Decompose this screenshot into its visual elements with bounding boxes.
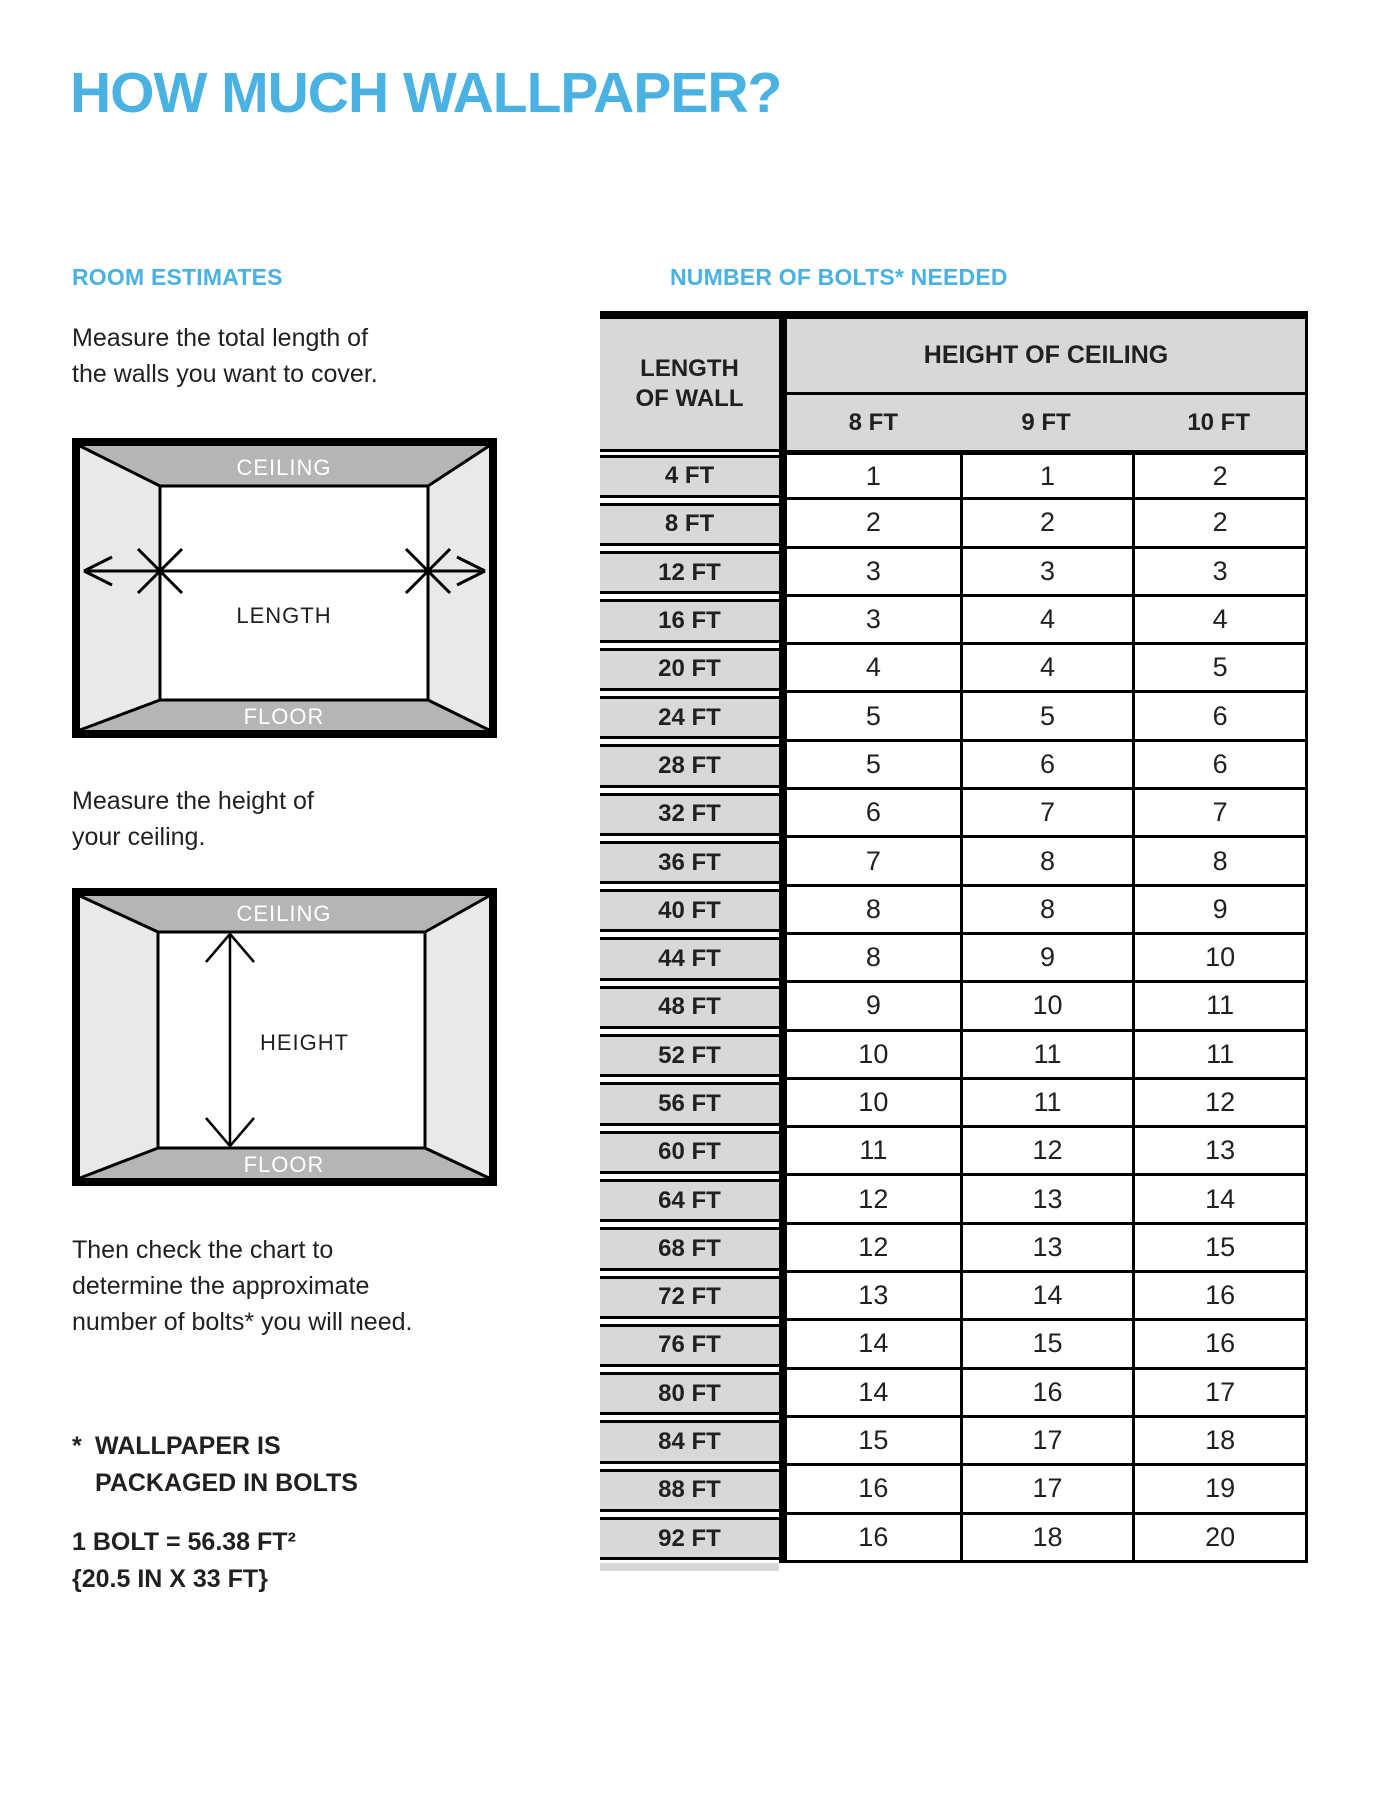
column-header-9ft: 9 FT xyxy=(1021,408,1071,436)
instruction-measure-length xyxy=(72,320,378,392)
cell-bolts-9ft: 13 xyxy=(960,1225,1133,1273)
table-divider xyxy=(779,452,787,500)
table-divider xyxy=(779,597,787,645)
column-header-length-of-wall: LENGTH OF WALL xyxy=(600,319,779,452)
cell-bolts-8ft: 5 xyxy=(787,742,960,790)
cell-bolts-10ft: 18 xyxy=(1132,1418,1305,1466)
room-height-diagram xyxy=(72,888,497,1186)
cell-bolts-9ft: 8 xyxy=(960,838,1133,886)
cell-bolts-9ft: 5 xyxy=(960,693,1133,741)
cell-bolts-9ft: 12 xyxy=(960,1128,1133,1176)
instruction-line: Measure the height of xyxy=(72,787,314,815)
cell-bolts-10ft: 20 xyxy=(1132,1515,1305,1563)
bolt-spec-line: {20.5 IN X 33 FT} xyxy=(72,1565,268,1593)
table-row-label: 84 FT xyxy=(600,1418,779,1466)
instruction-line: Then check the chart to xyxy=(72,1236,334,1264)
right-wall xyxy=(425,896,489,1178)
table-row-label: 32 FT xyxy=(600,790,779,838)
cell-bolts-8ft: 14 xyxy=(787,1321,960,1369)
cell-bolts-9ft: 18 xyxy=(960,1515,1133,1563)
table-row-label: 72 FT xyxy=(600,1273,779,1321)
cell-bolts-8ft: 12 xyxy=(787,1225,960,1273)
footnote-text: WALLPAPER IS xyxy=(95,1432,281,1460)
cell-bolts-10ft: 3 xyxy=(1132,549,1305,597)
table-row-label: 24 FT xyxy=(600,693,779,741)
column-group-header-height-of-ceiling: HEIGHT OF CEILING xyxy=(787,319,1305,395)
table-row-label: 80 FT xyxy=(600,1370,779,1418)
room-estimates-heading: ROOM ESTIMATES xyxy=(72,264,283,290)
table-row-label: 12 FT xyxy=(600,549,779,597)
table-divider xyxy=(779,887,787,935)
back-wall xyxy=(160,486,428,700)
cell-bolts-9ft: 4 xyxy=(960,597,1133,645)
cell-bolts-9ft: 9 xyxy=(960,935,1133,983)
table-row-label: 16 FT xyxy=(600,597,779,645)
cell-bolts-9ft: 3 xyxy=(960,549,1133,597)
table-divider xyxy=(779,549,787,597)
table-divider xyxy=(779,693,787,741)
cell-bolts-8ft: 7 xyxy=(787,838,960,886)
table-row-label: 28 FT xyxy=(600,742,779,790)
right-wall xyxy=(425,446,489,730)
table-row-label: 52 FT xyxy=(600,1032,779,1080)
cell-bolts-10ft: 4 xyxy=(1132,597,1305,645)
table-divider xyxy=(779,319,787,452)
cell-bolts-8ft: 14 xyxy=(787,1370,960,1418)
table-divider xyxy=(779,935,787,983)
cell-bolts-10ft: 8 xyxy=(1132,838,1305,886)
cell-bolts-10ft: 16 xyxy=(1132,1273,1305,1321)
cell-bolts-9ft: 16 xyxy=(960,1370,1133,1418)
cell-bolts-9ft: 8 xyxy=(960,887,1133,935)
table-row-label: 68 FT xyxy=(600,1225,779,1273)
cell-bolts-8ft: 15 xyxy=(787,1418,960,1466)
table-divider xyxy=(779,1466,787,1514)
instruction-line: the walls you want to cover. xyxy=(72,360,378,388)
column-header-10ft: 10 FT xyxy=(1187,408,1250,436)
bolts-needed-heading: NUMBER OF BOLTS* NEEDED xyxy=(670,264,1008,290)
table-divider xyxy=(779,1080,787,1128)
cell-bolts-9ft: 7 xyxy=(960,790,1133,838)
ceiling-label: CEILING xyxy=(236,901,332,926)
cell-bolts-8ft: 3 xyxy=(787,549,960,597)
table-divider xyxy=(779,790,787,838)
cell-bolts-9ft: 17 xyxy=(960,1418,1133,1466)
footnote-text: PACKAGED IN BOLTS xyxy=(95,1469,358,1497)
instruction-line: determine the approximate xyxy=(72,1272,370,1300)
table-row-label: 40 FT xyxy=(600,887,779,935)
table-row-label: 76 FT xyxy=(600,1321,779,1369)
cell-bolts-10ft: 2 xyxy=(1132,452,1305,500)
cell-bolts-10ft: 6 xyxy=(1132,693,1305,741)
cell-bolts-10ft: 13 xyxy=(1132,1128,1305,1176)
table-divider xyxy=(779,1273,787,1321)
cell-bolts-10ft: 11 xyxy=(1132,983,1305,1031)
cell-bolts-10ft: 6 xyxy=(1132,742,1305,790)
table-divider xyxy=(779,500,787,548)
cell-bolts-10ft: 16 xyxy=(1132,1321,1305,1369)
cell-bolts-8ft: 9 xyxy=(787,983,960,1031)
table-body xyxy=(600,452,1305,1563)
table-row-label: 20 FT xyxy=(600,645,779,693)
cell-bolts-8ft: 10 xyxy=(787,1032,960,1080)
page-title: HOW MUCH WALLPAPER? xyxy=(70,61,782,125)
cell-bolts-10ft: 11 xyxy=(1132,1032,1305,1080)
column-header-8ft: 8 FT xyxy=(848,408,898,436)
cell-bolts-8ft: 11 xyxy=(787,1128,960,1176)
table-row-label: 92 FT xyxy=(600,1515,779,1563)
cell-bolts-10ft: 10 xyxy=(1132,935,1305,983)
cell-bolts-10ft: 15 xyxy=(1132,1225,1305,1273)
table-divider xyxy=(779,645,787,693)
bolt-spec-line: 1 BOLT = 56.38 FT² xyxy=(72,1528,296,1556)
cell-bolts-9ft: 15 xyxy=(960,1321,1133,1369)
cell-bolts-9ft: 11 xyxy=(960,1080,1133,1128)
wallpaper-bolts-footnote xyxy=(72,1428,358,1502)
instruction-line: number of bolts* you will need. xyxy=(72,1308,413,1336)
table-row-label: 56 FT xyxy=(600,1080,779,1128)
table-divider xyxy=(779,1321,787,1369)
sub-header-row xyxy=(787,395,1305,452)
table-divider xyxy=(779,983,787,1031)
cell-bolts-10ft: 14 xyxy=(1132,1176,1305,1224)
table-divider xyxy=(779,1418,787,1466)
cell-bolts-9ft: 2 xyxy=(960,500,1133,548)
table-divider xyxy=(779,1225,787,1273)
table-divider xyxy=(779,1176,787,1224)
cell-bolts-8ft: 6 xyxy=(787,790,960,838)
cell-bolts-8ft: 10 xyxy=(787,1080,960,1128)
cell-bolts-10ft: 9 xyxy=(1132,887,1305,935)
table-top-border xyxy=(600,311,1305,319)
cell-bolts-10ft: 7 xyxy=(1132,790,1305,838)
cell-bolts-8ft: 16 xyxy=(787,1515,960,1563)
table-row-label: 88 FT xyxy=(600,1466,779,1514)
room-length-diagram xyxy=(72,438,497,738)
cell-bolts-9ft: 13 xyxy=(960,1176,1133,1224)
cell-bolts-9ft: 1 xyxy=(960,452,1133,500)
instruction-measure-height xyxy=(72,783,314,855)
height-label: HEIGHT xyxy=(260,1030,350,1055)
table-row-label: 64 FT xyxy=(600,1176,779,1224)
table-row-label: 36 FT xyxy=(600,838,779,886)
cell-bolts-8ft: 13 xyxy=(787,1273,960,1321)
ceiling-label: CEILING xyxy=(236,455,332,480)
asterisk: * xyxy=(72,1432,82,1460)
table-divider xyxy=(779,1128,787,1176)
cell-bolts-10ft: 12 xyxy=(1132,1080,1305,1128)
length-label: LENGTH xyxy=(236,603,332,628)
floor-label: FLOOR xyxy=(243,704,325,729)
cell-bolts-9ft: 14 xyxy=(960,1273,1133,1321)
instruction-line: Measure the total length of xyxy=(72,324,369,352)
cell-bolts-8ft: 16 xyxy=(787,1466,960,1514)
table-row-label: 48 FT xyxy=(600,983,779,1031)
table-row-label: 4 FT xyxy=(600,452,779,500)
cell-bolts-10ft: 5 xyxy=(1132,645,1305,693)
table-divider xyxy=(779,742,787,790)
table-row-label: 8 FT xyxy=(600,500,779,548)
cell-bolts-8ft: 12 xyxy=(787,1176,960,1224)
table-divider xyxy=(779,1370,787,1418)
label-column-tail xyxy=(600,1563,779,1571)
cell-bolts-8ft: 8 xyxy=(787,887,960,935)
instruction-check-chart xyxy=(72,1232,412,1340)
left-wall xyxy=(80,446,160,730)
cell-bolts-8ft: 3 xyxy=(787,597,960,645)
cell-bolts-9ft: 11 xyxy=(960,1032,1133,1080)
cell-bolts-9ft: 4 xyxy=(960,645,1133,693)
cell-bolts-10ft: 2 xyxy=(1132,500,1305,548)
floor-label: FLOOR xyxy=(243,1152,325,1177)
cell-bolts-8ft: 8 xyxy=(787,935,960,983)
cell-bolts-8ft: 1 xyxy=(787,452,960,500)
cell-bolts-10ft: 19 xyxy=(1132,1466,1305,1514)
table-divider xyxy=(779,1515,787,1563)
table-divider xyxy=(779,1032,787,1080)
bolts-table xyxy=(600,311,1308,1571)
cell-bolts-8ft: 2 xyxy=(787,500,960,548)
table-header xyxy=(600,319,1305,452)
cell-bolts-8ft: 5 xyxy=(787,693,960,741)
cell-bolts-9ft: 6 xyxy=(960,742,1133,790)
cell-bolts-10ft: 17 xyxy=(1132,1370,1305,1418)
cell-bolts-8ft: 4 xyxy=(787,645,960,693)
left-wall xyxy=(80,896,158,1178)
table-divider xyxy=(779,838,787,886)
table-row-label: 60 FT xyxy=(600,1128,779,1176)
table-row-label: 44 FT xyxy=(600,935,779,983)
bolt-size-spec xyxy=(72,1524,296,1598)
instruction-line: your ceiling. xyxy=(72,823,206,851)
cell-bolts-9ft: 10 xyxy=(960,983,1133,1031)
cell-bolts-9ft: 17 xyxy=(960,1466,1133,1514)
